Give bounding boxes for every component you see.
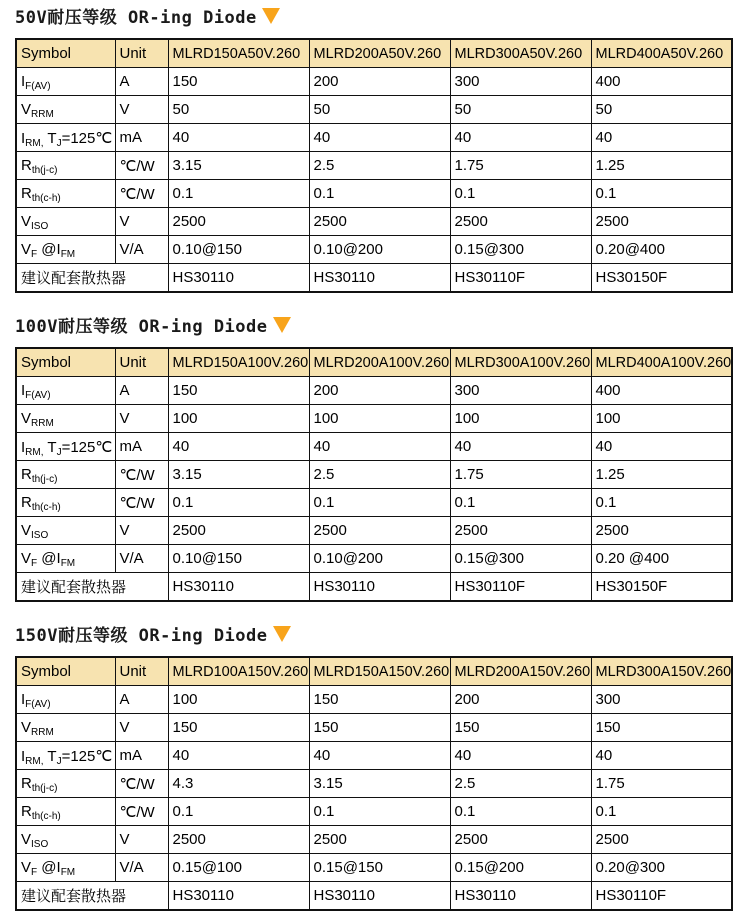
value-cell: 0.1 [309, 489, 450, 517]
value-cell: 300 [591, 686, 732, 714]
unit-cell: A [115, 377, 168, 405]
value-cell: 1.75 [450, 461, 591, 489]
value-cell: 50 [591, 96, 732, 124]
section-50v [15, 3, 731, 293]
value-cell: 0.15@300 [450, 545, 591, 573]
value-cell: 2500 [450, 517, 591, 545]
value-cell: 150 [450, 714, 591, 742]
value-cell: 2500 [168, 826, 309, 854]
table-row [16, 433, 732, 461]
value-cell: 2500 [168, 208, 309, 236]
column-header: Unit [115, 39, 168, 68]
section-title-text: 100V耐压等级 OR-ing Diode [15, 317, 268, 337]
value-cell: 0.1 [591, 489, 732, 517]
value-cell: 2.5 [309, 461, 450, 489]
value-cell: 0.1 [450, 489, 591, 517]
value-cell: 2500 [168, 517, 309, 545]
column-header: MLRD200A100V.260 [309, 348, 450, 377]
symbol-cell: $I_{F(AV)}$ [16, 377, 115, 405]
symbol-cell: $I_{F(AV)}$ [16, 68, 115, 96]
symbol-cell: $V_{ISO}$ [16, 517, 115, 545]
table-row [16, 68, 732, 96]
value-cell: 200 [309, 377, 450, 405]
table-row [16, 489, 732, 517]
value-cell: HS30110 [168, 264, 309, 293]
value-cell: 0.1 [168, 798, 309, 826]
value-cell: HS30110 [168, 882, 309, 911]
unit-cell: V [115, 96, 168, 124]
header-row [16, 657, 732, 686]
value-cell: 1.25 [591, 461, 732, 489]
column-header: MLRD100A150V.260 [168, 657, 309, 686]
symbol-cell: $R_{th(j-c)}$ [16, 770, 115, 798]
value-cell: 2500 [309, 208, 450, 236]
table-row [16, 826, 732, 854]
value-cell: 200 [450, 686, 591, 714]
value-cell: 2.5 [450, 770, 591, 798]
value-cell: HS30150F [591, 264, 732, 293]
symbol-cell: $I_{RM,}$ $T_J=125℃$ [16, 742, 115, 770]
value-cell: 100 [450, 405, 591, 433]
table-row [16, 152, 732, 180]
value-cell: 400 [591, 68, 732, 96]
value-cell: 150 [309, 714, 450, 742]
spec-table-50v [15, 38, 733, 293]
unit-cell: ℃/W [115, 798, 168, 826]
symbol-cell: $R_{th(j-c)}$ [16, 152, 115, 180]
unit-cell: V/A [115, 545, 168, 573]
value-cell: 0.10@150 [168, 545, 309, 573]
value-cell: 3.15 [168, 461, 309, 489]
table-row [16, 405, 732, 433]
column-header: Unit [115, 348, 168, 377]
value-cell: HS30110F [450, 573, 591, 602]
value-cell: 2500 [309, 517, 450, 545]
table-row [16, 882, 732, 911]
value-cell: 0.1 [591, 798, 732, 826]
symbol-cell: $V_{RRM}$ [16, 96, 115, 124]
table-row [16, 686, 732, 714]
section-title-text: 150V耐压等级 OR-ing Diode [15, 626, 268, 646]
section-title-text: 50V耐压等级 OR-ing Diode [15, 8, 257, 28]
section-title-100v [15, 312, 731, 337]
symbol-cell: $I_{RM,}$ $T_J=125℃$ [16, 433, 115, 461]
table-row [16, 96, 732, 124]
value-cell: 50 [450, 96, 591, 124]
column-header: MLRD200A150V.260 [450, 657, 591, 686]
value-cell: 2.5 [309, 152, 450, 180]
value-cell: 0.20@400 [591, 236, 732, 264]
symbol-cell: $V_{RRM}$ [16, 714, 115, 742]
table-row [16, 377, 732, 405]
column-header: Symbol [16, 348, 115, 377]
symbol-cell: 建议配套散热器 [16, 264, 168, 293]
table-row [16, 517, 732, 545]
value-cell: 300 [450, 377, 591, 405]
triangle-down-icon [262, 8, 280, 24]
value-cell: 40 [168, 433, 309, 461]
table-row [16, 461, 732, 489]
symbol-cell: $V_F$ $@I_{FM}$ [16, 236, 115, 264]
value-cell: 0.1 [168, 180, 309, 208]
unit-cell: V/A [115, 236, 168, 264]
value-cell: 100 [309, 405, 450, 433]
value-cell: 2500 [309, 826, 450, 854]
unit-cell: ℃/W [115, 180, 168, 208]
value-cell: 3.15 [309, 770, 450, 798]
column-header: MLRD150A100V.260 [168, 348, 309, 377]
unit-cell: mA [115, 433, 168, 461]
value-cell: 0.15@150 [309, 854, 450, 882]
symbol-cell: 建议配套散热器 [16, 573, 168, 602]
table-row [16, 798, 732, 826]
unit-cell: V [115, 714, 168, 742]
unit-cell: V [115, 517, 168, 545]
symbol-cell: $R_{th(c-h)}$ [16, 180, 115, 208]
column-header: MLRD200A50V.260 [309, 39, 450, 68]
value-cell: HS30110F [591, 882, 732, 911]
value-cell: HS30110 [309, 573, 450, 602]
value-cell: 40 [591, 742, 732, 770]
value-cell: 0.1 [309, 180, 450, 208]
value-cell: 0.15@200 [450, 854, 591, 882]
header-row [16, 348, 732, 377]
unit-cell: ℃/W [115, 152, 168, 180]
value-cell: 50 [168, 96, 309, 124]
value-cell: 3.15 [168, 152, 309, 180]
value-cell: 1.75 [450, 152, 591, 180]
symbol-cell: $V_F$ $@I_{FM}$ [16, 854, 115, 882]
value-cell: 0.1 [309, 798, 450, 826]
value-cell: 100 [591, 405, 732, 433]
column-header: MLRD400A100V.260 [591, 348, 732, 377]
value-cell: 300 [450, 68, 591, 96]
value-cell: 50 [309, 96, 450, 124]
column-header: MLRD150A50V.260 [168, 39, 309, 68]
triangle-down-icon [273, 626, 291, 642]
value-cell: 0.10@200 [309, 545, 450, 573]
table-row [16, 180, 732, 208]
value-cell: HS30110 [309, 882, 450, 911]
table-row [16, 545, 732, 573]
value-cell: 40 [168, 742, 309, 770]
value-cell: 40 [309, 742, 450, 770]
section-100v [15, 312, 731, 602]
spec-table-100v [15, 347, 733, 602]
section-title-50v [15, 3, 731, 28]
table-row [16, 264, 732, 293]
column-header: Symbol [16, 39, 115, 68]
value-cell: HS30150F [591, 573, 732, 602]
value-cell: 2500 [591, 517, 732, 545]
column-header: Symbol [16, 657, 115, 686]
value-cell: 100 [168, 686, 309, 714]
value-cell: HS30110F [450, 264, 591, 293]
value-cell: 0.1 [168, 489, 309, 517]
unit-cell: V [115, 826, 168, 854]
column-header: MLRD300A150V.260 [591, 657, 732, 686]
value-cell: 0.10@150 [168, 236, 309, 264]
value-cell: 40 [450, 124, 591, 152]
value-cell: 40 [450, 742, 591, 770]
value-cell: 150 [309, 686, 450, 714]
value-cell: 100 [168, 405, 309, 433]
value-cell: 200 [309, 68, 450, 96]
spec-table-150v [15, 656, 733, 911]
table-row [16, 714, 732, 742]
value-cell: 400 [591, 377, 732, 405]
unit-cell: mA [115, 124, 168, 152]
value-cell: 40 [591, 124, 732, 152]
value-cell: 150 [168, 714, 309, 742]
unit-cell: V [115, 405, 168, 433]
table-row [16, 124, 732, 152]
column-header: MLRD400A50V.260 [591, 39, 732, 68]
value-cell: 150 [168, 68, 309, 96]
value-cell: 2500 [450, 826, 591, 854]
value-cell: 40 [309, 433, 450, 461]
column-header: Unit [115, 657, 168, 686]
symbol-cell: $R_{th(c-h)}$ [16, 798, 115, 826]
value-cell: 150 [168, 377, 309, 405]
unit-cell: V [115, 208, 168, 236]
value-cell: HS30110 [168, 573, 309, 602]
symbol-cell: 建议配套散热器 [16, 882, 168, 911]
unit-cell: ℃/W [115, 770, 168, 798]
column-header: MLRD300A50V.260 [450, 39, 591, 68]
value-cell: 0.1 [591, 180, 732, 208]
symbol-cell: $R_{th(j-c)}$ [16, 461, 115, 489]
column-header: MLRD300A100V.260 [450, 348, 591, 377]
value-cell: 40 [168, 124, 309, 152]
column-header: MLRD150A150V.260 [309, 657, 450, 686]
value-cell: 0.1 [450, 180, 591, 208]
symbol-cell: $V_{ISO}$ [16, 826, 115, 854]
value-cell: 0.1 [450, 798, 591, 826]
value-cell: 0.15@100 [168, 854, 309, 882]
value-cell: 0.20 @400 [591, 545, 732, 573]
triangle-down-icon [273, 317, 291, 333]
value-cell: 150 [591, 714, 732, 742]
table-row [16, 854, 732, 882]
unit-cell: A [115, 686, 168, 714]
table-row [16, 742, 732, 770]
section-150v [15, 621, 731, 911]
value-cell: 4.3 [168, 770, 309, 798]
value-cell: HS30110 [450, 882, 591, 911]
table-row [16, 573, 732, 602]
value-cell: 0.15@300 [450, 236, 591, 264]
value-cell: 2500 [450, 208, 591, 236]
value-cell: 1.25 [591, 152, 732, 180]
value-cell: 40 [591, 433, 732, 461]
table-row [16, 208, 732, 236]
value-cell: 40 [309, 124, 450, 152]
value-cell: HS30110 [309, 264, 450, 293]
symbol-cell: $V_{ISO}$ [16, 208, 115, 236]
symbol-cell: $R_{th(c-h)}$ [16, 489, 115, 517]
value-cell: 2500 [591, 208, 732, 236]
unit-cell: ℃/W [115, 489, 168, 517]
table-row [16, 236, 732, 264]
unit-cell: A [115, 68, 168, 96]
unit-cell: ℃/W [115, 461, 168, 489]
value-cell: 0.10@200 [309, 236, 450, 264]
value-cell: 40 [450, 433, 591, 461]
unit-cell: mA [115, 742, 168, 770]
section-title-150v [15, 621, 731, 646]
table-row [16, 770, 732, 798]
value-cell: 1.75 [591, 770, 732, 798]
symbol-cell: $V_F$ $@I_{FM}$ [16, 545, 115, 573]
symbol-cell: $I_{RM,}$ $T_J=125℃$ [16, 124, 115, 152]
symbol-cell: $V_{RRM}$ [16, 405, 115, 433]
unit-cell: V/A [115, 854, 168, 882]
header-row [16, 39, 732, 68]
value-cell: 0.20@300 [591, 854, 732, 882]
symbol-cell: $I_{F(AV)}$ [16, 686, 115, 714]
value-cell: 2500 [591, 826, 732, 854]
